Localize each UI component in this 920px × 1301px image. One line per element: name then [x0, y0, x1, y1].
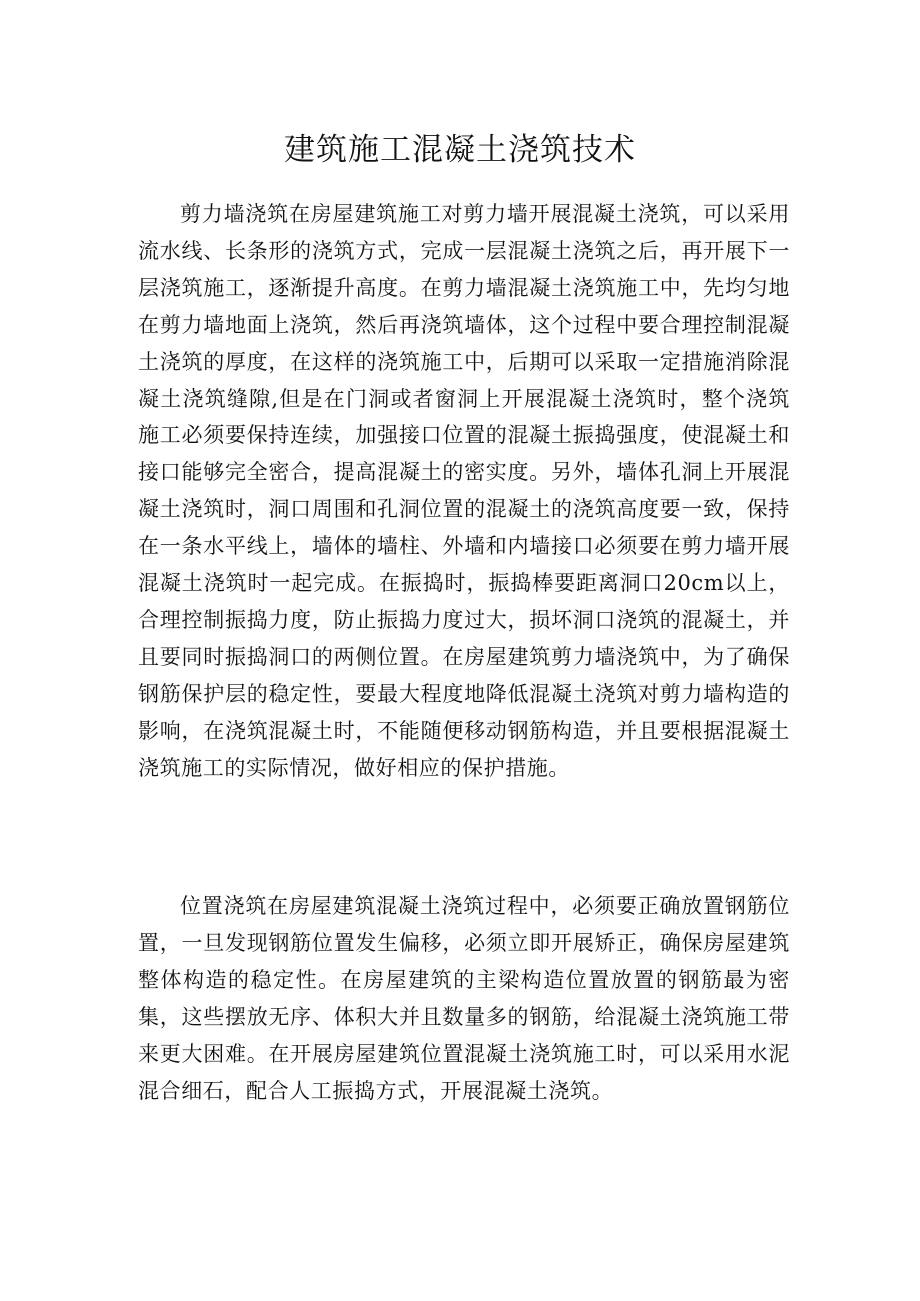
document-title: 建筑施工混凝土浇筑技术	[284, 132, 636, 168]
paragraph-shear-wall: 剪力墙浇筑在房屋建筑施工对剪力墙开展混凝土浇筑，可以采用流水线、长条形的浇筑方式，完成一层混凝土浇筑之后，再开展下一层浇筑施工，逐渐提升高度。在剪力墙混凝土浇筑施工中，先均匀地在剪力墙地面上浇筑，然后再浇筑墙体，这个过程中要合理控制混凝土浇筑的厚度，在这样的浇筑施工中，后期可以采取一定措施消除混凝土浇筑缝隙,但是在门洞或者窗洞上开展混凝土浇筑时，整个浇筑施工必须要保持连续，加强接口位置的混凝土振捣强度，使混凝土和接口能够完全密合，提高混凝土的密实度。另外，墙体孔洞上开展混凝土浇筑时，洞口周围和孔洞位置的混凝土的浇筑高度要一致，保持在一条水平线上，墙体的墙柱、外墙和内墙接口必须要在剪力墙开展混凝土浇筑时一起完成。在振捣时，振捣棒要距离洞口20cm以上，合理控制振捣力度，防止振捣力度过大，损坏洞口浇筑的混凝土，并且要同时振捣洞口的两侧位置。在房屋建筑剪力墙浇筑中，为了确保钢筋保护层的稳定性，要最大程度地降低混凝土浇筑对剪力墙构造的影响，在浇筑混凝土时，不能随便移动钢筋构造，并且要根据混凝土浇筑施工的实际情况，做好相应的保护措施。	[138, 202, 790, 780]
paragraph-position-pouring: 位置浇筑在房屋建筑混凝土浇筑过程中，必须要正确放置钢筋位置，一旦发现钢筋位置发生偏移，必须立即开展矫正，确保房屋建筑整体构造的稳定性。在房屋建筑的主梁构造位置放置的钢筋最为密集，这些摆放无序、体积大并且数量多的钢筋，给混凝土浇筑施工带来更大困难。在开展房屋建筑位置混凝土浇筑施工时，可以采用水泥混合细石，配合人工振捣方式，开展混凝土浇筑。	[138, 894, 790, 1103]
